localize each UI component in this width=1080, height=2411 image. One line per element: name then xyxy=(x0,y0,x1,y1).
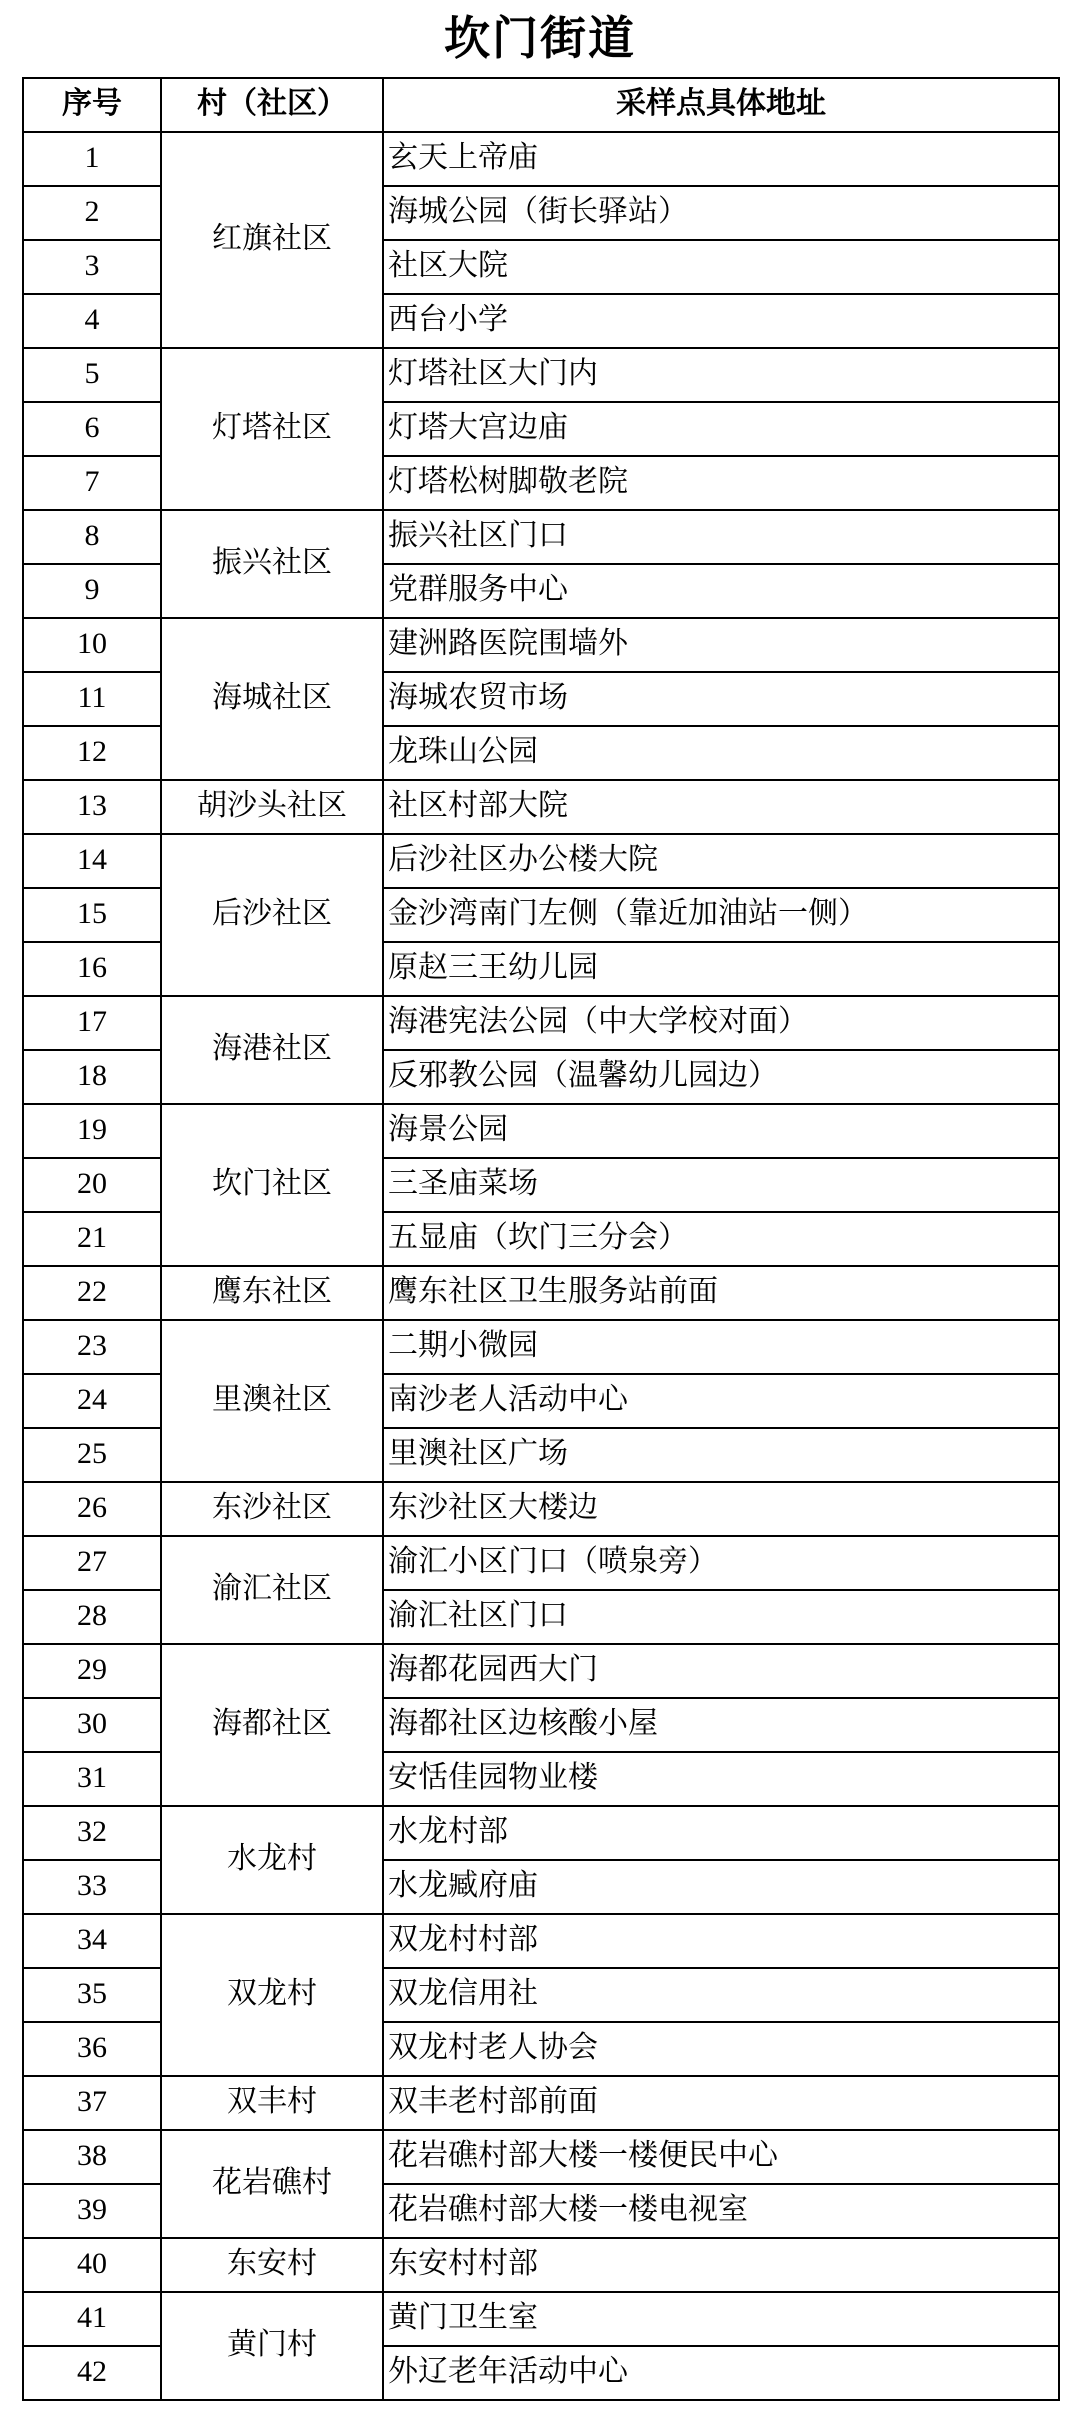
cell-village: 胡沙头社区 xyxy=(161,780,383,834)
cell-index: 41 xyxy=(23,2292,161,2346)
cell-index: 17 xyxy=(23,996,161,1050)
table-row xyxy=(23,618,1059,672)
cell-village: 红旗社区 xyxy=(161,132,383,348)
cell-address: 党群服务中心 xyxy=(383,564,1059,618)
cell-address: 渝汇社区门口 xyxy=(383,1590,1059,1644)
sampling-points-table xyxy=(22,77,1060,2401)
table-row xyxy=(23,996,1059,1050)
cell-village: 海都社区 xyxy=(161,1644,383,1806)
cell-address: 海港宪法公园（中大学校对面） xyxy=(383,996,1059,1050)
cell-index: 31 xyxy=(23,1752,161,1806)
cell-village: 海港社区 xyxy=(161,996,383,1104)
cell-index: 27 xyxy=(23,1536,161,1590)
cell-index: 35 xyxy=(23,1968,161,2022)
cell-index: 21 xyxy=(23,1212,161,1266)
cell-village: 黄门村 xyxy=(161,2292,383,2400)
table-row xyxy=(23,348,1059,402)
cell-village: 灯塔社区 xyxy=(161,348,383,510)
cell-address: 南沙老人活动中心 xyxy=(383,1374,1059,1428)
table-row xyxy=(23,1104,1059,1158)
cell-village: 双龙村 xyxy=(161,1914,383,2076)
cell-address: 反邪教公园（温馨幼儿园边） xyxy=(383,1050,1059,1104)
cell-village: 渝汇社区 xyxy=(161,1536,383,1644)
table-row xyxy=(23,780,1059,834)
table-row xyxy=(23,2076,1059,2130)
cell-address: 海都花园西大门 xyxy=(383,1644,1059,1698)
cell-index: 28 xyxy=(23,1590,161,1644)
cell-index: 36 xyxy=(23,2022,161,2076)
cell-address: 振兴社区门口 xyxy=(383,510,1059,564)
cell-village: 后沙社区 xyxy=(161,834,383,996)
cell-address: 原赵三王幼儿园 xyxy=(383,942,1059,996)
cell-address: 水龙臧府庙 xyxy=(383,1860,1059,1914)
cell-index: 24 xyxy=(23,1374,161,1428)
cell-address: 西台小学 xyxy=(383,294,1059,348)
cell-address: 海景公园 xyxy=(383,1104,1059,1158)
cell-index: 23 xyxy=(23,1320,161,1374)
cell-index: 30 xyxy=(23,1698,161,1752)
cell-village: 双丰村 xyxy=(161,2076,383,2130)
cell-index: 37 xyxy=(23,2076,161,2130)
cell-village: 花岩礁村 xyxy=(161,2130,383,2238)
cell-index: 9 xyxy=(23,564,161,618)
cell-village: 鹰东社区 xyxy=(161,1266,383,1320)
cell-index: 25 xyxy=(23,1428,161,1482)
cell-address: 里澳社区广场 xyxy=(383,1428,1059,1482)
cell-village: 坎门社区 xyxy=(161,1104,383,1266)
cell-index: 4 xyxy=(23,294,161,348)
table-row xyxy=(23,1482,1059,1536)
table-row xyxy=(23,510,1059,564)
table-row xyxy=(23,834,1059,888)
cell-index: 38 xyxy=(23,2130,161,2184)
cell-index: 7 xyxy=(23,456,161,510)
table-row xyxy=(23,1806,1059,1860)
table-body xyxy=(23,132,1059,2400)
column-header-village: 村（社区） xyxy=(161,78,383,132)
column-header-address: 采样点具体地址 xyxy=(383,78,1059,132)
cell-index: 33 xyxy=(23,1860,161,1914)
table-row xyxy=(23,1266,1059,1320)
cell-index: 26 xyxy=(23,1482,161,1536)
cell-address: 水龙村部 xyxy=(383,1806,1059,1860)
cell-address: 社区大院 xyxy=(383,240,1059,294)
cell-address: 五显庙（坎门三分会） xyxy=(383,1212,1059,1266)
cell-address: 灯塔社区大门内 xyxy=(383,348,1059,402)
cell-address: 东沙社区大楼边 xyxy=(383,1482,1059,1536)
cell-index: 12 xyxy=(23,726,161,780)
table-row xyxy=(23,1914,1059,1968)
cell-index: 40 xyxy=(23,2238,161,2292)
cell-address: 社区村部大院 xyxy=(383,780,1059,834)
cell-index: 29 xyxy=(23,1644,161,1698)
cell-index: 15 xyxy=(23,888,161,942)
cell-address: 外辽老年活动中心 xyxy=(383,2346,1059,2400)
cell-address: 灯塔大宫边庙 xyxy=(383,402,1059,456)
cell-index: 39 xyxy=(23,2184,161,2238)
cell-index: 11 xyxy=(23,672,161,726)
cell-index: 16 xyxy=(23,942,161,996)
cell-index: 18 xyxy=(23,1050,161,1104)
cell-index: 6 xyxy=(23,402,161,456)
cell-address: 花岩礁村部大楼一楼电视室 xyxy=(383,2184,1059,2238)
cell-address: 金沙湾南门左侧（靠近加油站一侧） xyxy=(383,888,1059,942)
table-row xyxy=(23,1536,1059,1590)
cell-address: 海城公园（街长驿站） xyxy=(383,186,1059,240)
cell-address: 龙珠山公园 xyxy=(383,726,1059,780)
cell-address: 三圣庙菜场 xyxy=(383,1158,1059,1212)
cell-village: 东沙社区 xyxy=(161,1482,383,1536)
table-header xyxy=(23,78,1059,132)
table-row xyxy=(23,1320,1059,1374)
cell-index: 14 xyxy=(23,834,161,888)
cell-address: 花岩礁村部大楼一楼便民中心 xyxy=(383,2130,1059,2184)
cell-index: 22 xyxy=(23,1266,161,1320)
cell-index: 32 xyxy=(23,1806,161,1860)
cell-index: 8 xyxy=(23,510,161,564)
cell-address: 双龙信用社 xyxy=(383,1968,1059,2022)
cell-index: 42 xyxy=(23,2346,161,2400)
cell-address: 后沙社区办公楼大院 xyxy=(383,834,1059,888)
cell-village: 振兴社区 xyxy=(161,510,383,618)
cell-village: 里澳社区 xyxy=(161,1320,383,1482)
cell-address: 渝汇小区门口（喷泉旁） xyxy=(383,1536,1059,1590)
cell-address: 海城农贸市场 xyxy=(383,672,1059,726)
cell-village: 水龙村 xyxy=(161,1806,383,1914)
cell-address: 灯塔松树脚敬老院 xyxy=(383,456,1059,510)
cell-index: 5 xyxy=(23,348,161,402)
cell-address: 安恬佳园物业楼 xyxy=(383,1752,1059,1806)
cell-village: 海城社区 xyxy=(161,618,383,780)
table-row xyxy=(23,2130,1059,2184)
cell-index: 10 xyxy=(23,618,161,672)
cell-index: 19 xyxy=(23,1104,161,1158)
cell-address: 鹰东社区卫生服务站前面 xyxy=(383,1266,1059,1320)
table-row xyxy=(23,132,1059,186)
table-row xyxy=(23,2238,1059,2292)
cell-index: 20 xyxy=(23,1158,161,1212)
column-header-index: 序号 xyxy=(23,78,161,132)
cell-index: 34 xyxy=(23,1914,161,1968)
cell-index: 1 xyxy=(23,132,161,186)
table-row xyxy=(23,2292,1059,2346)
cell-address: 双丰老村部前面 xyxy=(383,2076,1059,2130)
cell-address: 东安村村部 xyxy=(383,2238,1059,2292)
cell-village: 东安村 xyxy=(161,2238,383,2292)
table-header-row xyxy=(23,78,1059,132)
table-row xyxy=(23,1644,1059,1698)
cell-address: 建洲路医院围墙外 xyxy=(383,618,1059,672)
cell-index: 3 xyxy=(23,240,161,294)
cell-address: 双龙村村部 xyxy=(383,1914,1059,1968)
cell-address: 海都社区边核酸小屋 xyxy=(383,1698,1059,1752)
cell-index: 13 xyxy=(23,780,161,834)
cell-index: 2 xyxy=(23,186,161,240)
cell-address: 黄门卫生室 xyxy=(383,2292,1059,2346)
cell-address: 双龙村老人协会 xyxy=(383,2022,1059,2076)
cell-address: 玄天上帝庙 xyxy=(383,132,1059,186)
cell-address: 二期小微园 xyxy=(383,1320,1059,1374)
page-title: 坎门街道 xyxy=(444,13,636,64)
